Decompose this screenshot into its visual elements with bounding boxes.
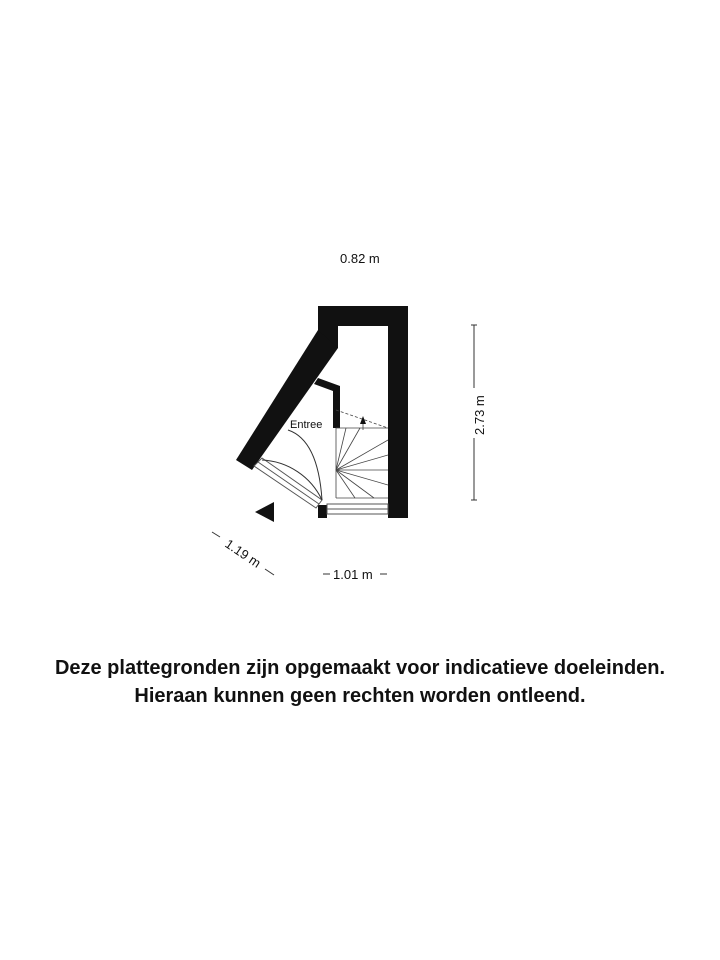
wall-right [388,306,408,518]
wall-diagonal [236,330,338,470]
room-label-entree: Entree [290,419,323,431]
dimension-bottom-left: 1.19 m [222,536,264,571]
dimension-top: 0.82 m [340,251,380,266]
wall-bottom-stub [318,505,327,518]
disclaimer-line-2: Hieraan kunnen geen rechten worden ontleend. [134,685,586,707]
entrance-arrow-icon [255,502,274,522]
dimension-bottom: 1.01 m [333,567,373,582]
walls [236,306,408,518]
dimension-right: 2.73 m [472,395,487,435]
disclaimer-line-1: Deze plattegronden zijn opgemaakt voor indicatieve doeleinden. [54,657,666,679]
staircase [336,410,388,498]
